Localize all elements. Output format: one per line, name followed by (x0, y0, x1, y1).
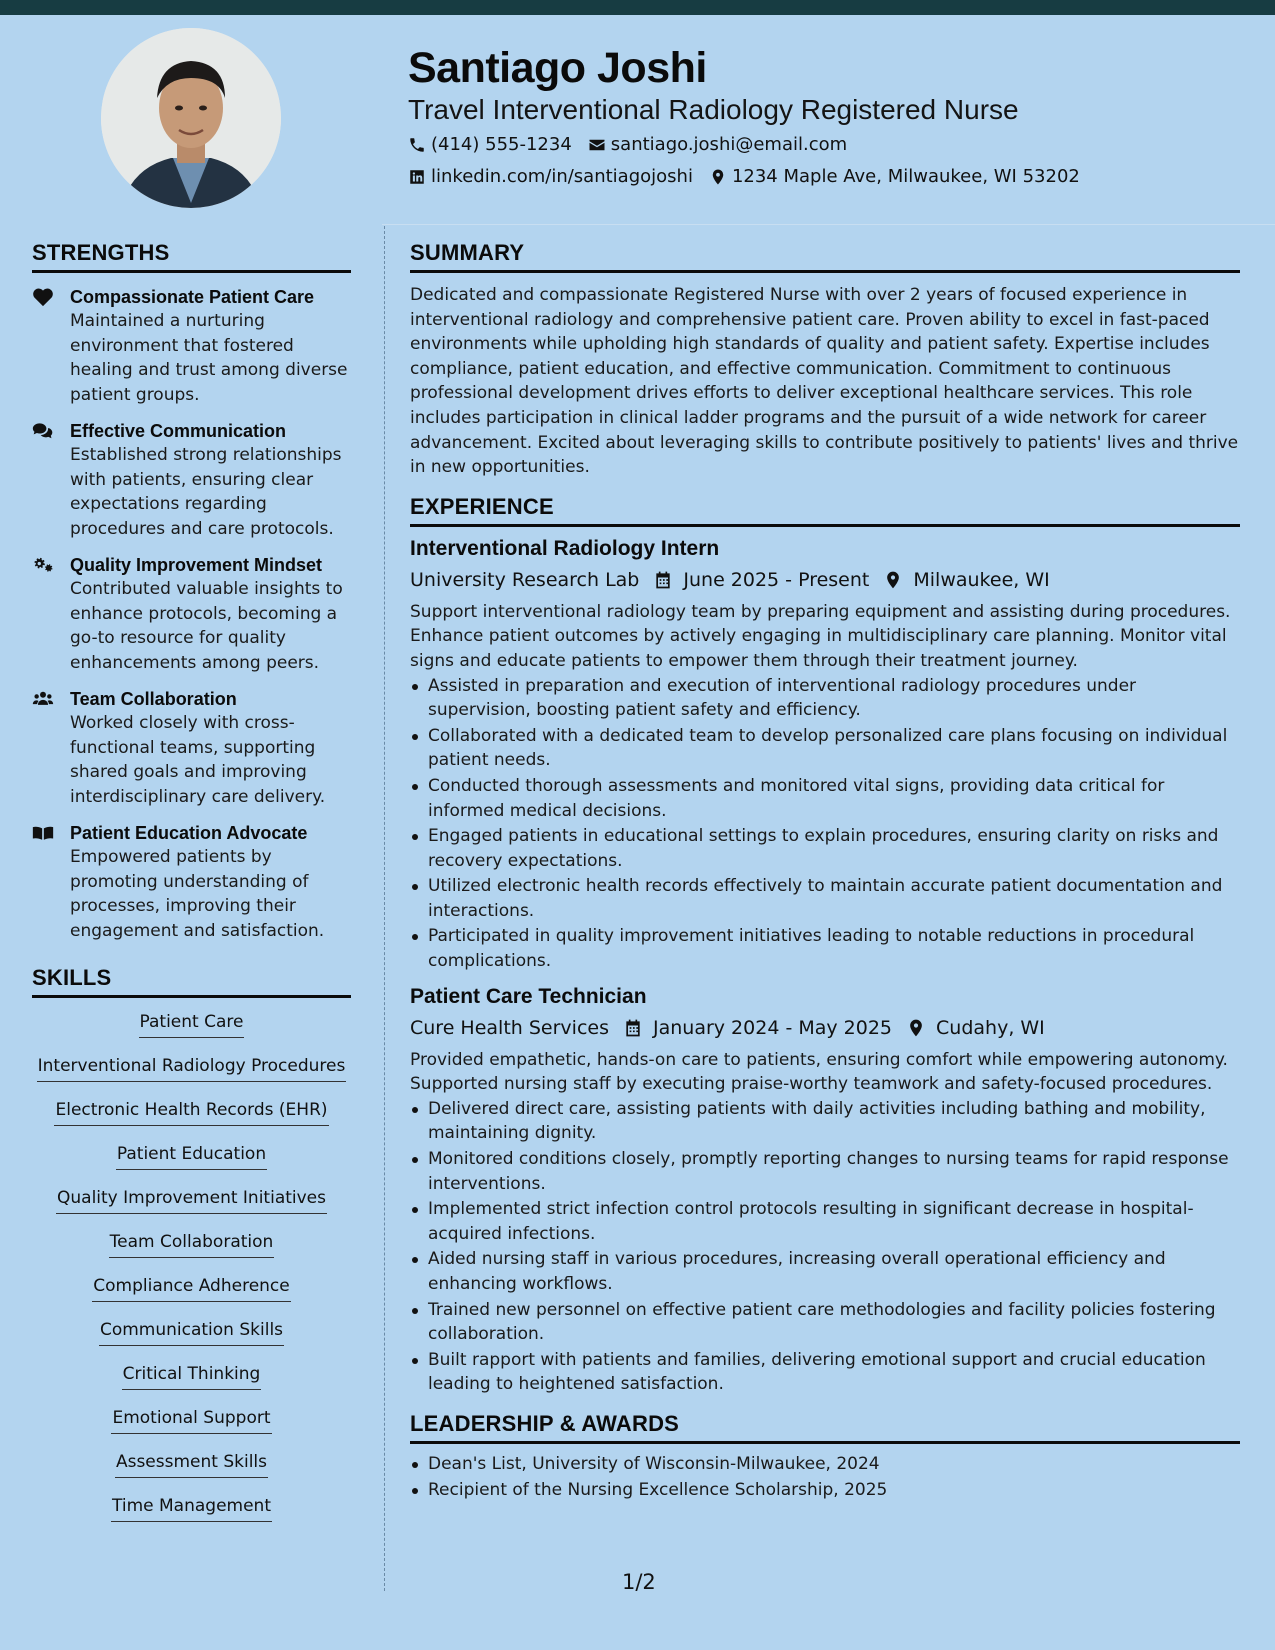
contact-row-2 (408, 166, 1096, 187)
calendar-icon (623, 1018, 643, 1038)
contact-row-1 (408, 134, 863, 155)
address-contact (709, 166, 1080, 187)
skill-item: Time Management (111, 1494, 272, 1522)
column-divider (384, 226, 385, 1591)
avatar-illustration (101, 28, 281, 208)
strength-item (32, 419, 351, 541)
job-dates-text: June 2025 - Present (683, 568, 870, 591)
job-bullets (410, 1097, 1240, 1397)
job-description: Provided empathetic, hands-on care to patients, ensuring comfort while empowering autonomy. Supported nursing staff by executing praise-worthy teamwork and safety-focused procedures. (410, 1049, 1228, 1095)
job-meta (410, 1015, 1240, 1041)
bullet-item: Utilized electronic health records effectively to maintain accurate patient documentation and interactions. (410, 874, 1240, 923)
skill-item: Emotional Support (111, 1406, 271, 1434)
strength-title: Quality Improvement Mindset (70, 555, 323, 575)
awards-list (410, 1452, 1240, 1502)
phone-text: (414) 555-1234 (431, 134, 572, 155)
bullet-item: Built rapport with patients and families, delivering emotional support and crucial education leading to heightened satisfaction. (410, 1348, 1240, 1397)
job-bullets (410, 674, 1240, 974)
skill-item: Critical Thinking (122, 1362, 262, 1390)
job-location (906, 1015, 1045, 1041)
map-pin-icon (709, 168, 727, 186)
job-entry (410, 535, 1240, 974)
linkedin-icon (408, 168, 426, 186)
bullet-item: Engaged patients in educational settings to explain procedures, ensuring clarity on risks and recovery expectations. (410, 824, 1240, 873)
phone-contact[interactable] (408, 134, 572, 155)
bullet-item: Delivered direct care, assisting patients with daily activities including bathing and mobility, maintaining dignity. (410, 1097, 1240, 1146)
envelope-icon (588, 136, 606, 154)
skill-item: Assessment Skills (115, 1450, 268, 1478)
skill-item: Compliance Adherence (92, 1274, 290, 1302)
email-contact[interactable] (588, 134, 847, 155)
strength-title: Patient Education Advocate (70, 823, 308, 843)
award-item: Dean's List, University of Wisconsin-Milwaukee, 2024 (410, 1452, 1240, 1477)
calendar-icon (653, 570, 673, 590)
bullet-item: Monitored conditions closely, promptly reporting changes to nursing teams for rapid response interventions. (410, 1147, 1240, 1196)
skills-heading: SKILLS (32, 965, 351, 998)
page-number: 1/2 (622, 1570, 656, 1594)
job-dates (653, 567, 869, 593)
job-company: Cure Health Services (410, 1016, 609, 1039)
left-column (32, 240, 351, 1538)
strength-desc: Established strong relationships with patients, ensuring clear expectations regarding procedures and care protocols. (70, 445, 342, 539)
skill-item: Patient Care (139, 1010, 245, 1038)
email-text: santiago.joshi@email.com (610, 134, 848, 155)
strength-item (32, 821, 351, 943)
address-text: 1234 Maple Ave, Milwaukee, WI 53202 (731, 166, 1080, 187)
linkedin-text: linkedin.com/in/santiagojoshi (431, 166, 693, 187)
job-entry (410, 983, 1240, 1397)
map-pin-icon (883, 570, 903, 590)
job-location-text: Milwaukee, WI (913, 568, 1050, 591)
job-company: University Research Lab (410, 568, 640, 591)
job-dates-text: January 2024 - May 2025 (652, 1016, 893, 1039)
job-dates (623, 1015, 892, 1041)
skills-list (32, 1010, 351, 1538)
bullet-item: Trained new personnel on effective patient care methodologies and facility policies fostering collaboration. (410, 1298, 1240, 1347)
strength-title: Compassionate Patient Care (70, 287, 315, 307)
strengths-heading: STRENGTHS (32, 240, 351, 273)
bullet-item: Aided nursing staff in various procedures, increasing overall operational efficiency and enhancing workflows. (410, 1247, 1240, 1296)
candidate-title: Travel Interventional Radiology Registered Nurse (408, 94, 1019, 125)
bullet-item: Collaborated with a dedicated team to develop personalized care plans focusing on individual patient needs. (410, 724, 1240, 773)
users-icon (32, 689, 54, 709)
skill-item: Quality Improvement Initiatives (56, 1186, 327, 1214)
strength-item (32, 553, 351, 675)
strength-title: Effective Communication (70, 421, 287, 441)
skill-item: Patient Education (116, 1142, 267, 1170)
bullet-item: Participated in quality improvement initiatives leading to notable reductions in procedural complications. (410, 924, 1240, 973)
job-location-text: Cudahy, WI (936, 1016, 1045, 1039)
heart-icon (32, 287, 54, 307)
summary-text: Dedicated and compassionate Registered Nurse with over 2 years of focused experience in interventional radiology and comprehensive patient care. Proven ability to excel in fast-paced environments while upholding high standards of quality and patient safety. Expertise includes compliance, patient education, and effective communication. Commitment to continuous professional development drives efforts to deliver exceptional healthcare services. This role includes participation in clinical ladder programs and the pursuit of a wide network for career advancement. Excited about leveraging skills to contribute positively to patients' lives and thrive in new opportunities. (410, 285, 1239, 478)
header-divider (382, 224, 1275, 225)
strength-desc: Empowered patients by promoting understanding of processes, improving their engagement and satisfaction. (70, 847, 325, 941)
skill-item: Electronic Health Records (EHR) (54, 1098, 328, 1126)
strengths-list (32, 285, 351, 943)
skill-item: Interventional Radiology Procedures (37, 1054, 347, 1082)
strength-item (32, 687, 351, 809)
linkedin-contact[interactable] (408, 166, 693, 187)
skill-item: Team Collaboration (109, 1230, 275, 1258)
skill-item: Communication Skills (99, 1318, 284, 1346)
bullet-item: Implemented strict infection control protocols resulting in significant decrease in hospital-acquired infections. (410, 1197, 1240, 1246)
awards-heading: LEADERSHIP & AWARDS (410, 1411, 1240, 1444)
job-title: Interventional Radiology Intern (410, 536, 720, 560)
job-title: Patient Care Technician (410, 984, 647, 1008)
job-location (883, 567, 1049, 593)
map-pin-icon (906, 1018, 926, 1038)
gears-icon (32, 555, 54, 575)
strength-item (32, 285, 351, 407)
right-column (410, 240, 1240, 1503)
book-open-icon (32, 823, 54, 843)
top-accent-bar (0, 0, 1275, 15)
bullet-item: Assisted in preparation and execution of interventional radiology procedures under supervision, boosting patient safety and efficiency. (410, 674, 1240, 723)
award-item: Recipient of the Nursing Excellence Scholarship, 2025 (410, 1478, 1240, 1503)
comments-icon (32, 421, 54, 441)
strength-desc: Contributed valuable insights to enhance protocols, becoming a go-to resource for quality enhancements among peers. (70, 579, 343, 673)
phone-icon (408, 136, 426, 154)
profile-photo (101, 28, 281, 208)
strength-desc: Worked closely with cross-functional teams, supporting shared goals and improving interdisciplinary care delivery. (70, 713, 326, 807)
job-meta (410, 567, 1240, 593)
bullet-item: Conducted thorough assessments and monitored vital signs, providing data critical for informed medical decisions. (410, 774, 1240, 823)
summary-heading: SUMMARY (410, 240, 1240, 273)
strength-title: Team Collaboration (70, 689, 237, 709)
job-description: Support interventional radiology team by preparing equipment and assisting during procedures. Enhance patient outcomes by actively engaging in multidisciplinary care planning. Monitor vital signs and educate patients to empower them through their treatment journey. (410, 601, 1231, 671)
strength-desc: Maintained a nurturing environment that fostered healing and trust among diverse patient groups. (70, 311, 348, 405)
candidate-name: Santiago Joshi (408, 44, 707, 92)
experience-heading: EXPERIENCE (410, 494, 1240, 527)
